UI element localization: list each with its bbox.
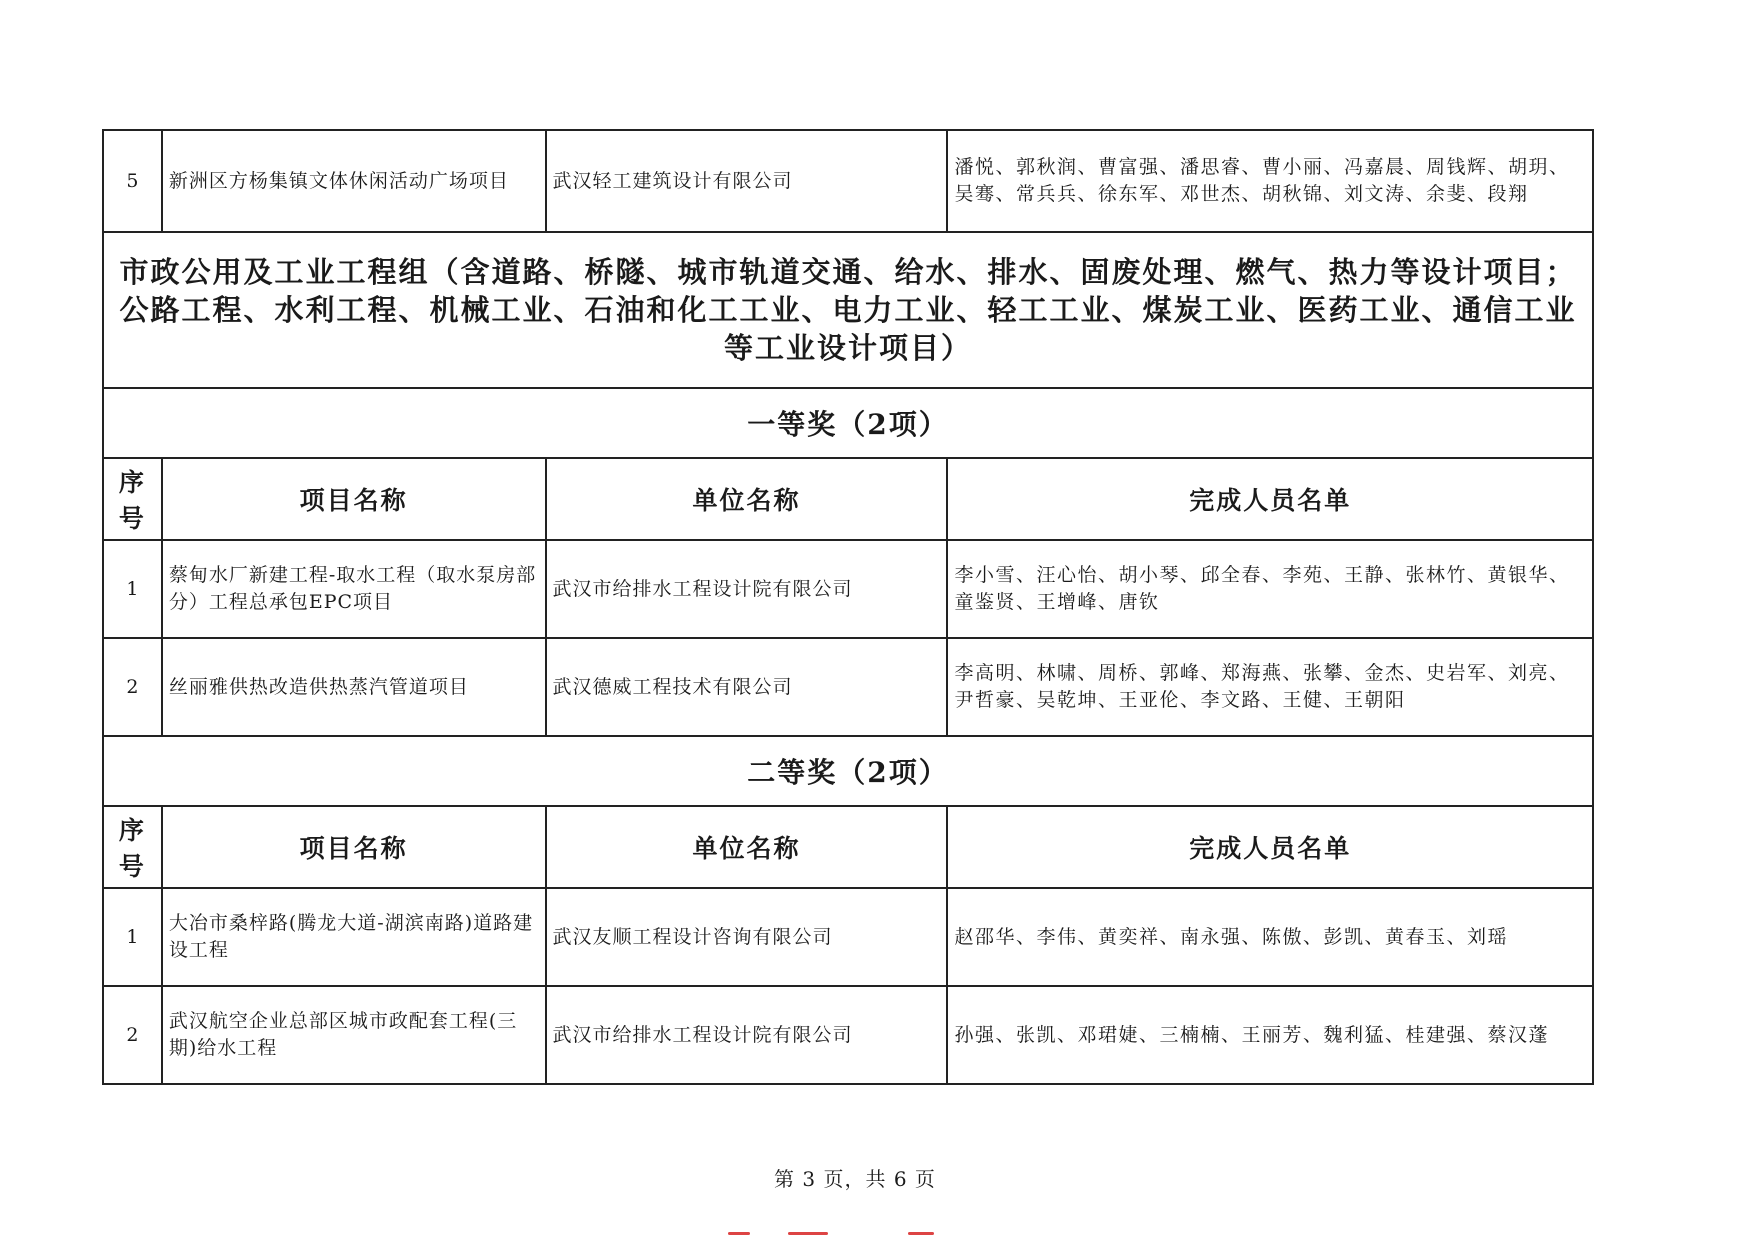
project-name: 新洲区方杨集镇文体休闲活动广场项目	[162, 130, 546, 232]
row-number: 2	[103, 638, 162, 736]
header-num: 序号	[103, 458, 162, 540]
unit-name: 武汉轻工建筑设计有限公司	[546, 130, 948, 232]
people-list: 李小雪、汪心怡、胡小琴、邱全春、李苑、王静、张林竹、黄银华、童鉴贤、王增峰、唐钦	[947, 540, 1593, 638]
row-number: 5	[103, 130, 162, 232]
seal-edge-mark	[728, 1232, 968, 1240]
header-people: 完成人员名单	[947, 458, 1593, 540]
second-prize-title: 二等奖（2项）	[103, 736, 1593, 806]
award-row	[103, 736, 1593, 806]
table-row	[103, 888, 1593, 986]
table-row	[103, 986, 1593, 1084]
project-name: 蔡甸水厂新建工程-取水工程（取水泵房部分）工程总承包EPC项目	[162, 540, 546, 638]
row-number: 2	[103, 986, 162, 1084]
people-list: 李高明、林啸、周桥、郭峰、郑海燕、张攀、金杰、史岩军、刘亮、尹哲豪、吴乾坤、王亚伦、李文路、王健、王朝阳	[947, 638, 1593, 736]
header-unit: 单位名称	[546, 806, 948, 888]
table-row	[103, 130, 1593, 232]
section-row	[103, 232, 1593, 388]
table-row	[103, 638, 1593, 736]
header-people: 完成人员名单	[947, 806, 1593, 888]
header-row	[103, 806, 1593, 888]
awards-table	[102, 129, 1594, 1085]
project-name: 大冶市桑梓路(腾龙大道-湖滨南路)道路建设工程	[162, 888, 546, 986]
unit-name: 武汉德威工程技术有限公司	[546, 638, 948, 736]
people-list: 孙强、张凯、邓珺婕、三楠楠、王丽芳、魏利猛、桂建强、蔡汉蓬	[947, 986, 1593, 1084]
header-project: 项目名称	[162, 806, 546, 888]
header-unit: 单位名称	[546, 458, 948, 540]
row-number: 1	[103, 888, 162, 986]
header-num: 序号	[103, 806, 162, 888]
table-row	[103, 540, 1593, 638]
section-title: 市政公用及工业工程组（含道路、桥隧、城市轨道交通、给水、排水、固废处理、燃气、热力等设计项目；公路工程、水利工程、机械工业、石油和化工工业、电力工业、轻工工业、煤炭工业、医药工业、通信工业等工业设计项目）	[103, 232, 1593, 388]
unit-name: 武汉市给排水工程设计院有限公司	[546, 540, 948, 638]
people-list: 赵邵华、李伟、黄奕祥、南永强、陈傲、彭凯、黄春玉、刘瑶	[947, 888, 1593, 986]
award-row	[103, 388, 1593, 458]
header-project: 项目名称	[162, 458, 546, 540]
unit-name: 武汉市给排水工程设计院有限公司	[546, 986, 948, 1084]
project-name: 武汉航空企业总部区城市政配套工程(三期)给水工程	[162, 986, 546, 1084]
row-number: 1	[103, 540, 162, 638]
unit-name: 武汉友顺工程设计咨询有限公司	[546, 888, 948, 986]
project-name: 丝丽雅供热改造供热蒸汽管道项目	[162, 638, 546, 736]
first-prize-title: 一等奖（2项）	[103, 388, 1593, 458]
people-list: 潘悦、郭秋润、曹富强、潘思睿、曹小丽、冯嘉晨、周钱辉、胡玥、吴骞、常兵兵、徐东军、邓世杰、胡秋锦、刘文涛、余斐、段翔	[947, 130, 1593, 232]
page-number: 第 3 页，共 6 页	[774, 1167, 936, 1191]
header-row	[103, 458, 1593, 540]
